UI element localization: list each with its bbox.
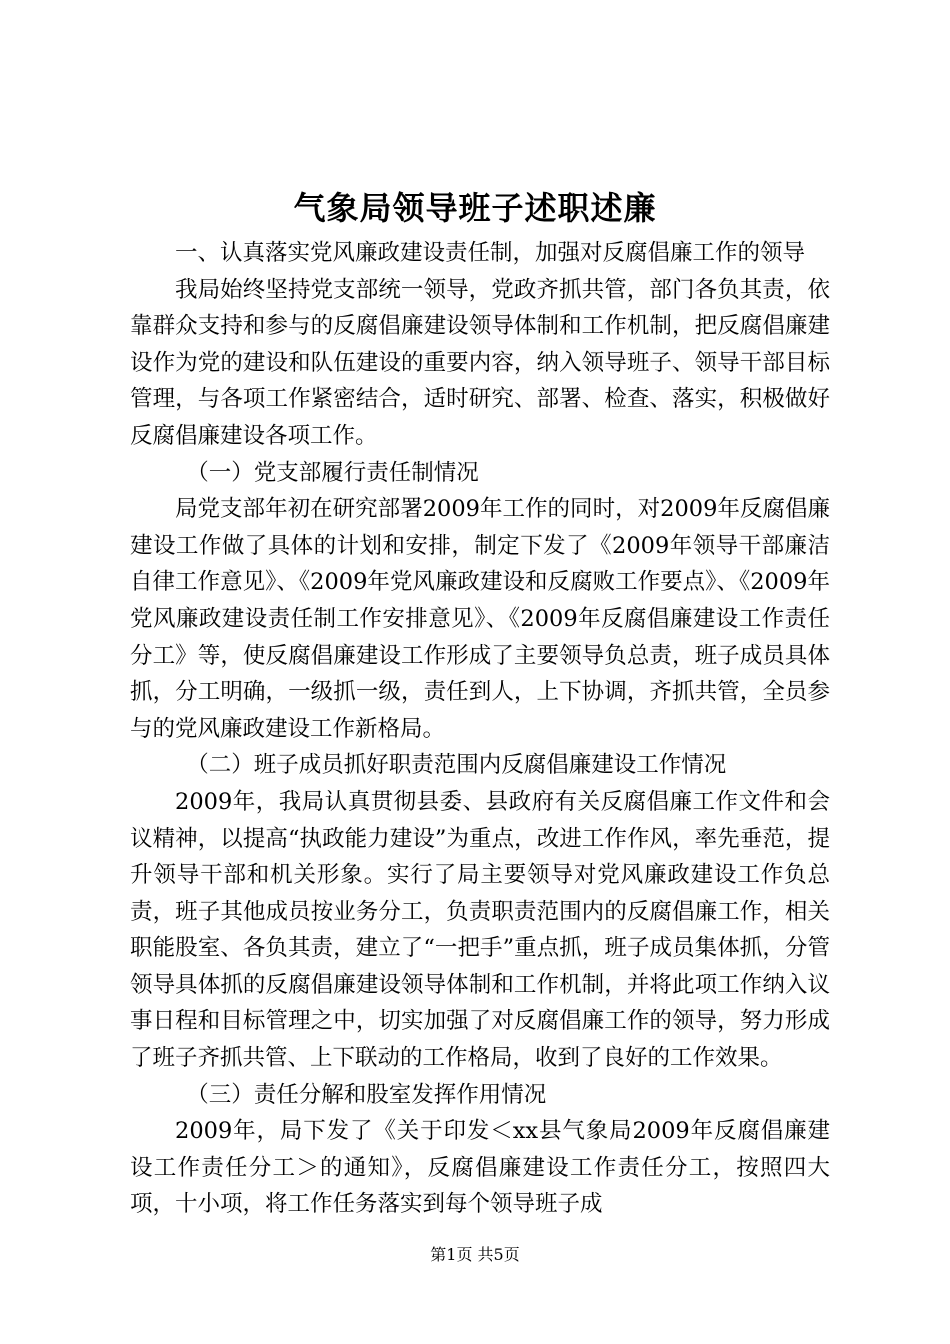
body-paragraph: 局党支部年初在研究部署2009年工作的同时，对2009年反腐倡廉建设工作做了具体的计划和安排，制定下发了《2009年领导干部廉洁自律工作意见》、《2009年党风廉政建设和反腐败工作要点》、《2009年党风廉政建设责任制工作安排意见》、《2009年反腐倡廉建设工作责任分工》等，使反腐倡廉建设工作形成了主要领导负总责，班子成员具体抓，分工明确，一级抓一级，责任到人，上下协调，齐抓共管，全员参与的党风廉政建设工作新格局。	[130, 496, 830, 742]
page-number-footer: 第1页 共5页	[430, 1245, 520, 1264]
subsection-heading: （三）责任分解和股室发挥作用情况	[186, 1081, 547, 1108]
subsection-heading: （二）班子成员抓好职责范围内反腐倡廉建设工作情况	[186, 752, 727, 779]
body-paragraph: 我局始终坚持党支部统一领导，党政齐抓共管，部门各负其责，依靠群众支持和参与的反腐倡廉建设领导体制和工作机制，把反腐倡廉建设作为党的建设和队伍建设的重要内容，纳入领导班子、领导干部目标管理，与各项工作紧密结合，适时研究、部署、检查、落实，积极做好反腐倡廉建设各项工作。	[130, 276, 830, 449]
body-paragraph: 2009年，局下发了《关于印发＜xx县气象局2009年反腐倡廉建设工作责任分工＞的通知》，反腐倡廉建设工作责任分工，按照四大项，十小项，将工作任务落实到每个领导班子成	[130, 1118, 830, 1218]
document-body	[130, 235, 830, 1223]
section-heading: 一、认真落实党风廉政建设责任制，加强对反腐倡廉工作的领导	[175, 240, 806, 266]
subsection-heading: （一）党支部履行责任制情况	[186, 459, 479, 486]
document-title: 气象局领导班子述职述廉	[293, 189, 657, 227]
body-paragraph: 2009年，我局认真贯彻县委、县政府有关反腐倡廉工作文件和会议精神，以提高“执政能力建设”为重点，改进工作作风，率先垂范，提升领导干部和机关形象。实行了局主要领导对党风廉政建设工作负总责，班子其他成员按业务分工，负责职责范围内的反腐倡廉工作，相关职能股室、各负其责，建立了“一把手”重点抓，班子成员集体抓，分管领导具体抓的反腐倡廉建设领导体制和工作机制，并将此项工作纳入议事日程和目标管理之中，切实加强了对反腐倡廉工作的领导，努力形成了班子齐抓共管、上下联动的工作格局，收到了良好的工作效果。	[130, 788, 830, 1072]
